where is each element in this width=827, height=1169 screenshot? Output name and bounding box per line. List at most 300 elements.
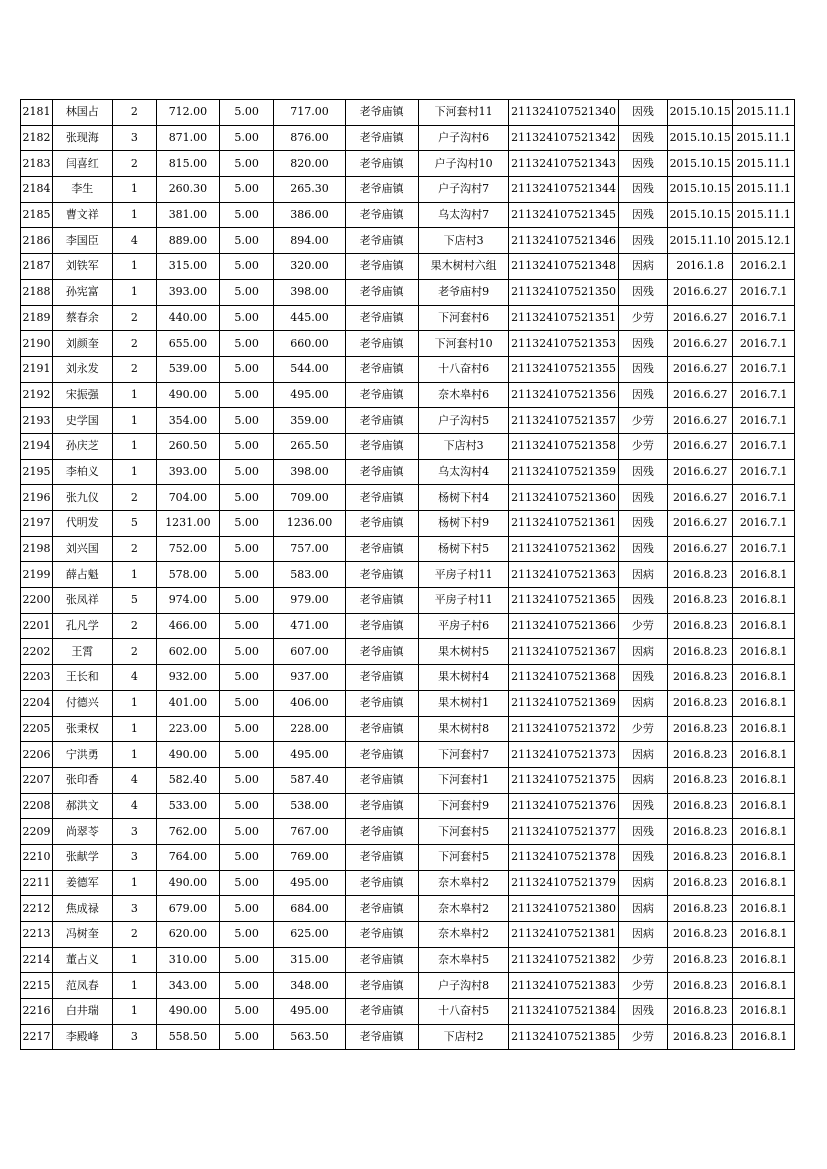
cell-household-size: 3: [112, 844, 156, 870]
table-row: [21, 588, 795, 614]
cell-household-size: 1: [112, 459, 156, 485]
cell-total-amount: 660.00: [274, 331, 345, 357]
cell-account-number: 211324107521380: [509, 896, 618, 922]
cell-account-number: 211324107521381: [509, 922, 618, 948]
cell-reason: 因病: [618, 922, 667, 948]
cell-supplement: 5.00: [219, 254, 274, 280]
cell-base-amount: 704.00: [157, 485, 220, 511]
cell-base-amount: 655.00: [157, 331, 220, 357]
cell-base-amount: 889.00: [157, 228, 220, 254]
cell-reason: 因病: [618, 690, 667, 716]
cell-base-amount: 490.00: [157, 382, 220, 408]
table-row: [21, 767, 795, 793]
cell-approval-date: 2016.6.27: [668, 279, 733, 305]
cell-supplement: 5.00: [219, 819, 274, 845]
cell-reason: 因病: [618, 742, 667, 768]
cell-household-size: 2: [112, 536, 156, 562]
cell-approval-date: 2016.8.23: [668, 1024, 733, 1050]
cell-reason: 少劳: [618, 305, 667, 331]
cell-row-number: 2188: [21, 279, 53, 305]
cell-row-number: 2207: [21, 767, 53, 793]
cell-supplement: 5.00: [219, 125, 274, 151]
cell-total-amount: 228.00: [274, 716, 345, 742]
cell-base-amount: 401.00: [157, 690, 220, 716]
cell-approval-date: 2016.8.23: [668, 690, 733, 716]
cell-household-size: 5: [112, 588, 156, 614]
cell-row-number: 2214: [21, 947, 53, 973]
cell-total-amount: 471.00: [274, 613, 345, 639]
table-row: [21, 742, 795, 768]
cell-reason: 因残: [618, 536, 667, 562]
table-row: [21, 305, 795, 331]
cell-household-size: 1: [112, 382, 156, 408]
cell-reason: 因病: [618, 896, 667, 922]
cell-row-number: 2186: [21, 228, 53, 254]
cell-total-amount: 320.00: [274, 254, 345, 280]
cell-household-size: 1: [112, 408, 156, 434]
cell-total-amount: 315.00: [274, 947, 345, 973]
cell-approval-date: 2015.10.15: [668, 202, 733, 228]
cell-row-number: 2202: [21, 639, 53, 665]
table-row: [21, 639, 795, 665]
cell-row-number: 2200: [21, 588, 53, 614]
cell-base-amount: 1231.00: [157, 511, 220, 537]
table-row: [21, 177, 795, 203]
cell-village: 下河套村10: [418, 331, 509, 357]
cell-supplement: 5.00: [219, 331, 274, 357]
cell-household-size: 2: [112, 305, 156, 331]
cell-account-number: 211324107521362: [509, 536, 618, 562]
cell-name: 蔡春余: [52, 305, 112, 331]
cell-approval-date: 2016.8.23: [668, 716, 733, 742]
cell-start-date: 2015.11.1: [733, 177, 795, 203]
cell-town: 老爷庙镇: [345, 279, 418, 305]
cell-row-number: 2205: [21, 716, 53, 742]
cell-reason: 少劳: [618, 716, 667, 742]
cell-household-size: 1: [112, 254, 156, 280]
cell-reason: 因残: [618, 151, 667, 177]
cell-account-number: 211324107521345: [509, 202, 618, 228]
cell-account-number: 211324107521353: [509, 331, 618, 357]
cell-total-amount: 767.00: [274, 819, 345, 845]
cell-town: 老爷庙镇: [345, 639, 418, 665]
cell-reason: 因残: [618, 459, 667, 485]
cell-town: 老爷庙镇: [345, 511, 418, 537]
table-row: [21, 254, 795, 280]
cell-town: 老爷庙镇: [345, 767, 418, 793]
cell-household-size: 1: [112, 562, 156, 588]
cell-name: 张献学: [52, 844, 112, 870]
cell-household-size: 1: [112, 433, 156, 459]
cell-village: 平房子村6: [418, 613, 509, 639]
cell-name: 焦成禄: [52, 896, 112, 922]
cell-supplement: 5.00: [219, 690, 274, 716]
cell-base-amount: 260.30: [157, 177, 220, 203]
cell-total-amount: 398.00: [274, 459, 345, 485]
cell-town: 老爷庙镇: [345, 844, 418, 870]
cell-total-amount: 625.00: [274, 922, 345, 948]
cell-total-amount: 583.00: [274, 562, 345, 588]
cell-town: 老爷庙镇: [345, 947, 418, 973]
cell-town: 老爷庙镇: [345, 922, 418, 948]
cell-name: 董占义: [52, 947, 112, 973]
cell-approval-date: 2016.6.27: [668, 408, 733, 434]
cell-start-date: 2016.8.1: [733, 742, 795, 768]
cell-name: 张秉权: [52, 716, 112, 742]
cell-town: 老爷庙镇: [345, 999, 418, 1025]
cell-row-number: 2184: [21, 177, 53, 203]
cell-supplement: 5.00: [219, 1024, 274, 1050]
cell-supplement: 5.00: [219, 356, 274, 382]
cell-name: 代明发: [52, 511, 112, 537]
cell-total-amount: 265.30: [274, 177, 345, 203]
cell-row-number: 2190: [21, 331, 53, 357]
cell-name: 刘永发: [52, 356, 112, 382]
table-row: [21, 511, 795, 537]
cell-village: 户子沟村5: [418, 408, 509, 434]
table-row: [21, 870, 795, 896]
cell-account-number: 211324107521384: [509, 999, 618, 1025]
table-row: [21, 562, 795, 588]
cell-row-number: 2197: [21, 511, 53, 537]
cell-name: 孙庆芝: [52, 433, 112, 459]
cell-approval-date: 2016.8.23: [668, 588, 733, 614]
table-row: [21, 922, 795, 948]
cell-supplement: 5.00: [219, 716, 274, 742]
cell-account-number: 211324107521344: [509, 177, 618, 203]
cell-village: 下河套村9: [418, 793, 509, 819]
cell-name: 林国占: [52, 100, 112, 126]
cell-base-amount: 815.00: [157, 151, 220, 177]
cell-household-size: 3: [112, 1024, 156, 1050]
table-row: [21, 331, 795, 357]
cell-row-number: 2181: [21, 100, 53, 126]
cell-name: 范凤春: [52, 973, 112, 999]
cell-row-number: 2201: [21, 613, 53, 639]
cell-supplement: 5.00: [219, 613, 274, 639]
cell-village: 平房子村11: [418, 562, 509, 588]
cell-row-number: 2211: [21, 870, 53, 896]
cell-base-amount: 932.00: [157, 665, 220, 691]
cell-supplement: 5.00: [219, 279, 274, 305]
cell-start-date: 2015.11.1: [733, 151, 795, 177]
cell-supplement: 5.00: [219, 202, 274, 228]
cell-row-number: 2196: [21, 485, 53, 511]
cell-base-amount: 712.00: [157, 100, 220, 126]
cell-row-number: 2210: [21, 844, 53, 870]
cell-household-size: 2: [112, 922, 156, 948]
cell-start-date: 2016.7.1: [733, 356, 795, 382]
cell-household-size: 2: [112, 356, 156, 382]
cell-reason: 因残: [618, 331, 667, 357]
cell-total-amount: 495.00: [274, 870, 345, 896]
cell-reason: 因残: [618, 999, 667, 1025]
cell-approval-date: 2016.8.23: [668, 973, 733, 999]
cell-village: 杨树下村9: [418, 511, 509, 537]
cell-village: 老爷庙村9: [418, 279, 509, 305]
cell-start-date: 2016.8.1: [733, 999, 795, 1025]
cell-approval-date: 2016.6.27: [668, 511, 733, 537]
cell-approval-date: 2016.8.23: [668, 742, 733, 768]
cell-name: 李殿峰: [52, 1024, 112, 1050]
cell-start-date: 2016.8.1: [733, 1024, 795, 1050]
cell-name: 张印香: [52, 767, 112, 793]
cell-row-number: 2198: [21, 536, 53, 562]
table-row: [21, 536, 795, 562]
cell-town: 老爷庙镇: [345, 305, 418, 331]
table-row: [21, 716, 795, 742]
cell-town: 老爷庙镇: [345, 896, 418, 922]
cell-supplement: 5.00: [219, 228, 274, 254]
cell-base-amount: 354.00: [157, 408, 220, 434]
cell-name: 宋振强: [52, 382, 112, 408]
cell-town: 老爷庙镇: [345, 459, 418, 485]
cell-base-amount: 490.00: [157, 870, 220, 896]
cell-approval-date: 2015.11.10: [668, 228, 733, 254]
cell-name: 郝洪文: [52, 793, 112, 819]
table-row: [21, 690, 795, 716]
cell-row-number: 2192: [21, 382, 53, 408]
cell-village: 下河套村11: [418, 100, 509, 126]
cell-approval-date: 2016.6.27: [668, 305, 733, 331]
cell-supplement: 5.00: [219, 177, 274, 203]
cell-total-amount: 495.00: [274, 382, 345, 408]
cell-town: 老爷庙镇: [345, 793, 418, 819]
cell-total-amount: 538.00: [274, 793, 345, 819]
table-row: [21, 125, 795, 151]
cell-village: 果木树村六组: [418, 254, 509, 280]
table-row: [21, 1024, 795, 1050]
cell-reason: 因残: [618, 202, 667, 228]
cell-supplement: 5.00: [219, 767, 274, 793]
cell-supplement: 5.00: [219, 459, 274, 485]
cell-household-size: 1: [112, 690, 156, 716]
cell-reason: 因残: [618, 125, 667, 151]
cell-town: 老爷庙镇: [345, 382, 418, 408]
cell-household-size: 1: [112, 177, 156, 203]
cell-village: 下店村3: [418, 433, 509, 459]
cell-account-number: 211324107521373: [509, 742, 618, 768]
cell-row-number: 2195: [21, 459, 53, 485]
cell-start-date: 2016.8.1: [733, 973, 795, 999]
cell-supplement: 5.00: [219, 999, 274, 1025]
cell-start-date: 2016.2.1: [733, 254, 795, 280]
cell-name: 尚翠苓: [52, 819, 112, 845]
cell-base-amount: 490.00: [157, 999, 220, 1025]
cell-start-date: 2016.7.1: [733, 511, 795, 537]
cell-name: 付德兴: [52, 690, 112, 716]
cell-base-amount: 310.00: [157, 947, 220, 973]
cell-reason: 因残: [618, 819, 667, 845]
cell-approval-date: 2016.8.23: [668, 562, 733, 588]
cell-village: 下河套村5: [418, 819, 509, 845]
cell-start-date: 2016.8.1: [733, 767, 795, 793]
cell-supplement: 5.00: [219, 639, 274, 665]
cell-base-amount: 602.00: [157, 639, 220, 665]
cell-name: 曹文祥: [52, 202, 112, 228]
cell-supplement: 5.00: [219, 305, 274, 331]
cell-town: 老爷庙镇: [345, 228, 418, 254]
cell-base-amount: 582.40: [157, 767, 220, 793]
cell-supplement: 5.00: [219, 588, 274, 614]
cell-town: 老爷庙镇: [345, 588, 418, 614]
table-row: [21, 665, 795, 691]
cell-base-amount: 315.00: [157, 254, 220, 280]
cell-town: 老爷庙镇: [345, 408, 418, 434]
cell-household-size: 3: [112, 819, 156, 845]
cell-town: 老爷庙镇: [345, 742, 418, 768]
cell-row-number: 2206: [21, 742, 53, 768]
cell-account-number: 211324107521355: [509, 356, 618, 382]
table-row: [21, 793, 795, 819]
table-row: [21, 485, 795, 511]
cell-base-amount: 343.00: [157, 973, 220, 999]
cell-town: 老爷庙镇: [345, 870, 418, 896]
table-row: [21, 819, 795, 845]
cell-base-amount: 381.00: [157, 202, 220, 228]
cell-household-size: 4: [112, 767, 156, 793]
cell-supplement: 5.00: [219, 100, 274, 126]
cell-start-date: 2016.7.1: [733, 408, 795, 434]
cell-household-size: 1: [112, 999, 156, 1025]
cell-reason: 因病: [618, 639, 667, 665]
cell-approval-date: 2016.8.23: [668, 844, 733, 870]
cell-name: 姜德军: [52, 870, 112, 896]
cell-total-amount: 769.00: [274, 844, 345, 870]
cell-reason: 因病: [618, 870, 667, 896]
cell-row-number: 2209: [21, 819, 53, 845]
cell-reason: 因残: [618, 588, 667, 614]
cell-start-date: 2016.7.1: [733, 459, 795, 485]
cell-account-number: 211324107521343: [509, 151, 618, 177]
cell-reason: 因残: [618, 177, 667, 203]
cell-town: 老爷庙镇: [345, 973, 418, 999]
cell-name: 孙宪富: [52, 279, 112, 305]
cell-total-amount: 265.50: [274, 433, 345, 459]
cell-start-date: 2016.8.1: [733, 665, 795, 691]
cell-start-date: 2016.8.1: [733, 819, 795, 845]
cell-total-amount: 495.00: [274, 999, 345, 1025]
cell-town: 老爷庙镇: [345, 665, 418, 691]
cell-village: 奈木皋村5: [418, 947, 509, 973]
cell-reason: 因残: [618, 511, 667, 537]
cell-start-date: 2015.11.1: [733, 125, 795, 151]
table-row: [21, 151, 795, 177]
cell-approval-date: 2016.8.23: [668, 665, 733, 691]
cell-start-date: 2016.7.1: [733, 536, 795, 562]
cell-town: 老爷庙镇: [345, 536, 418, 562]
cell-base-amount: 762.00: [157, 819, 220, 845]
cell-start-date: 2016.8.1: [733, 716, 795, 742]
cell-reason: 因残: [618, 485, 667, 511]
table-row: [21, 947, 795, 973]
cell-base-amount: 466.00: [157, 613, 220, 639]
cell-start-date: 2016.8.1: [733, 588, 795, 614]
cell-reason: 因残: [618, 382, 667, 408]
table-body: [21, 100, 795, 1050]
cell-account-number: 211324107521356: [509, 382, 618, 408]
cell-start-date: 2016.7.1: [733, 331, 795, 357]
cell-name: 孔凡学: [52, 613, 112, 639]
cell-village: 奈木皋村2: [418, 896, 509, 922]
cell-start-date: 2016.8.1: [733, 793, 795, 819]
cell-supplement: 5.00: [219, 536, 274, 562]
cell-town: 老爷庙镇: [345, 202, 418, 228]
cell-row-number: 2217: [21, 1024, 53, 1050]
cell-household-size: 1: [112, 973, 156, 999]
cell-base-amount: 440.00: [157, 305, 220, 331]
cell-reason: 少劳: [618, 613, 667, 639]
table-row: [21, 356, 795, 382]
cell-approval-date: 2015.10.15: [668, 125, 733, 151]
cell-total-amount: 717.00: [274, 100, 345, 126]
cell-start-date: 2015.12.1: [733, 228, 795, 254]
cell-reason: 少劳: [618, 408, 667, 434]
cell-total-amount: 359.00: [274, 408, 345, 434]
cell-start-date: 2015.11.1: [733, 202, 795, 228]
cell-household-size: 1: [112, 716, 156, 742]
cell-total-amount: 820.00: [274, 151, 345, 177]
cell-household-size: 3: [112, 896, 156, 922]
cell-account-number: 211324107521342: [509, 125, 618, 151]
cell-start-date: 2016.7.1: [733, 305, 795, 331]
cell-row-number: 2187: [21, 254, 53, 280]
cell-village: 果木树村8: [418, 716, 509, 742]
cell-town: 老爷庙镇: [345, 356, 418, 382]
cell-total-amount: 406.00: [274, 690, 345, 716]
cell-start-date: 2016.7.1: [733, 433, 795, 459]
cell-total-amount: 587.40: [274, 767, 345, 793]
cell-start-date: 2016.8.1: [733, 896, 795, 922]
cell-total-amount: 979.00: [274, 588, 345, 614]
cell-reason: 因病: [618, 767, 667, 793]
cell-account-number: 211324107521367: [509, 639, 618, 665]
cell-household-size: 2: [112, 151, 156, 177]
table-row: [21, 100, 795, 126]
cell-total-amount: 445.00: [274, 305, 345, 331]
cell-row-number: 2212: [21, 896, 53, 922]
table-row: [21, 382, 795, 408]
cell-supplement: 5.00: [219, 870, 274, 896]
cell-supplement: 5.00: [219, 562, 274, 588]
cell-village: 果木树村4: [418, 665, 509, 691]
cell-name: 张凤祥: [52, 588, 112, 614]
cell-town: 老爷庙镇: [345, 562, 418, 588]
cell-approval-date: 2016.8.23: [668, 922, 733, 948]
cell-town: 老爷庙镇: [345, 151, 418, 177]
cell-supplement: 5.00: [219, 793, 274, 819]
cell-row-number: 2208: [21, 793, 53, 819]
cell-village: 户子沟村8: [418, 973, 509, 999]
cell-base-amount: 223.00: [157, 716, 220, 742]
cell-total-amount: 757.00: [274, 536, 345, 562]
cell-village: 户子沟村6: [418, 125, 509, 151]
cell-name: 李生: [52, 177, 112, 203]
cell-household-size: 2: [112, 100, 156, 126]
cell-row-number: 2204: [21, 690, 53, 716]
cell-approval-date: 2016.8.23: [668, 793, 733, 819]
cell-start-date: 2016.7.1: [733, 279, 795, 305]
cell-start-date: 2016.7.1: [733, 485, 795, 511]
cell-name: 白井瑞: [52, 999, 112, 1025]
cell-town: 老爷庙镇: [345, 1024, 418, 1050]
cell-base-amount: 260.50: [157, 433, 220, 459]
cell-account-number: 211324107521358: [509, 433, 618, 459]
cell-row-number: 2193: [21, 408, 53, 434]
cell-total-amount: 398.00: [274, 279, 345, 305]
cell-account-number: 211324107521357: [509, 408, 618, 434]
cell-village: 果木树村1: [418, 690, 509, 716]
